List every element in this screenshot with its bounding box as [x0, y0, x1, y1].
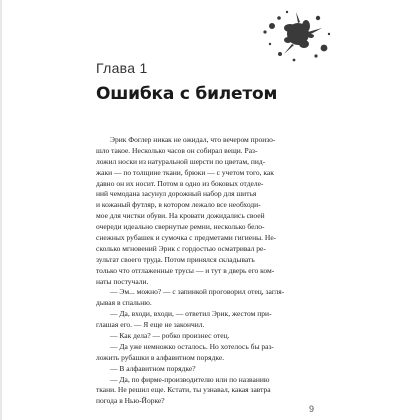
text-line: жаки — по толщине ткани, брюки — с учетом того, как	[96, 167, 274, 177]
text-line: очереди идеально свернутые ремни, несколько бело-	[96, 222, 265, 232]
text-line: Эрик Фоглер никак не ожидал, что вечером произо-	[110, 135, 276, 144]
text-line: снежных рубашек и сумочка с предметами гигиены. Не-	[96, 233, 277, 243]
text-line: давно он их носит. Потом в одно из боковых отделе-	[96, 178, 264, 188]
text-line: — Да, входи, входи, — ответил Эрик, жестом при-	[110, 309, 272, 319]
body-text	[96, 135, 328, 407]
text-line: наты постучали.	[96, 276, 149, 286]
text-line: — В алфавитном порядке?	[110, 363, 196, 373]
text-line: — Да, по фирме-производителю или по названию	[110, 374, 270, 384]
text-line: зультат своего труда. Потом принялся складывать	[96, 254, 255, 264]
chapter-title: Ошибка с билетом	[96, 84, 278, 104]
text-line: только что отглаженные трусы — и тут в дверь его ком-	[96, 265, 275, 275]
page-edge	[0, 0, 2, 420]
page-number: 9	[309, 404, 315, 414]
text-line: сколько мгновений Эрик с гордостью осматривал ре-	[96, 243, 266, 253]
ink-splatter-decoration	[232, 4, 332, 66]
chapter-label: Глава 1	[96, 60, 148, 76]
text-line: — Да уже немножко осталось. Но хотелось бы раз-	[110, 341, 274, 351]
text-line: и кожаный футляр, в котором лежало все необходи-	[96, 200, 261, 210]
text-line: ткани. Не решил еще. Кстати, ты узнавал, какая завтра	[96, 385, 271, 395]
text-line: мое для чистки обуви. На кровати дожидались своей	[96, 211, 265, 221]
text-line: — Как дела? — робко произнес отец.	[110, 331, 230, 341]
text-line: погода в Нью-Йорке?	[96, 396, 165, 406]
text-line: дывая в спальню.	[96, 298, 152, 308]
text-line: ложить рубашки в алфавитном порядке.	[96, 352, 225, 362]
text-line: глашая его. — Я еще не закончил.	[96, 320, 205, 330]
text-line: ложил носки из натуральной шерсти по цветам, пид-	[96, 156, 266, 166]
text-line: ний чемодана засунул дорожный набор для шитья	[96, 189, 257, 199]
text-line: шло такое. Несколько часов он собирал вещи. Раз-	[96, 145, 258, 155]
text-line: — Эм... можно? — с запинкой проговорил отец, загля-	[110, 287, 285, 297]
